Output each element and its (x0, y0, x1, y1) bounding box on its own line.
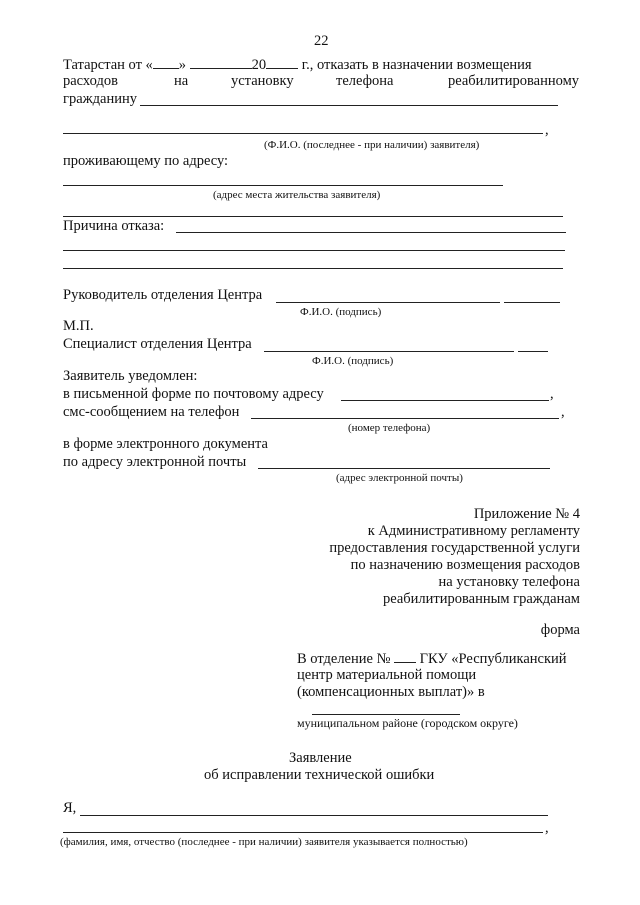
head-sign-line (504, 302, 560, 303)
year-blank (266, 55, 298, 69)
head-line-2-w4: реабилитированному (448, 73, 580, 89)
head-line-1-c: 20 (251, 57, 267, 73)
addressee-line-4: муниципальном районе (городском округе) (297, 716, 518, 730)
ya-label: Я, (63, 800, 77, 816)
district-line (312, 714, 460, 715)
spec-fio-caption: Ф.И.О. (подпись) (312, 355, 394, 367)
appendix-line-5: на установку телефона (438, 574, 580, 590)
notified-label: Заявитель уведомлен: (63, 368, 198, 384)
refusal-line-3 (63, 268, 563, 269)
fullname-caption: (фамилия, имя, отчество (последнее - при наличии) заявителя указывается полностью) (60, 836, 468, 848)
stamp-label: М.П. (63, 318, 94, 334)
fio-line (63, 133, 543, 134)
addressee-line-1-a: В отделение № (297, 651, 391, 667)
address-line-2 (63, 216, 563, 217)
citizen-line (140, 105, 558, 106)
appendix-line-6: реабилитированным гражданам (382, 591, 580, 607)
electronic-label-1: в форме электронного документа (63, 436, 268, 452)
appendix-line-4: по назначению возмещения расходов (350, 557, 580, 573)
sms-comma: , (561, 404, 565, 420)
refusal-line-2 (63, 250, 565, 251)
residing-label: проживающему по адресу: (63, 153, 229, 169)
spec-sign-line (518, 351, 548, 352)
statement-subtitle: об исправлении технической ошибки (204, 767, 435, 783)
head-line-1 (63, 55, 532, 74)
addressee-line-1 (297, 649, 567, 668)
addressee-line-3: (компенсационных выплат)» в (297, 684, 485, 700)
electronic-label-2: по адресу электронной почты (63, 454, 247, 470)
addressee-line-1-b: ГКУ «Республиканский (419, 651, 567, 667)
dept-number-blank (394, 649, 416, 663)
spec-fio-line (264, 351, 514, 352)
statement-title: Заявление (289, 750, 352, 766)
email-line (258, 468, 550, 469)
month-blank (190, 55, 252, 69)
email-caption: (адрес электронной почты) (336, 472, 463, 484)
sms-line (251, 418, 559, 419)
address-caption: (адрес места жительства заявителя) (213, 189, 381, 201)
head-fio-caption: Ф.И.О. (подпись) (300, 306, 382, 318)
head-line-3: гражданину (63, 91, 137, 107)
fio-comma: , (545, 122, 549, 138)
by-post-label: в письменной форме по почтовому адресу (63, 386, 324, 402)
fullname-comma: , (545, 820, 549, 836)
head-line-1-b: » (178, 57, 187, 73)
refusal-line-1 (176, 232, 566, 233)
form-label: форма (540, 622, 580, 638)
fullname-line (63, 832, 543, 833)
phone-caption: (номер телефона) (348, 422, 431, 434)
fio-caption: (Ф.И.О. (последнее - при наличии) заявителя) (264, 139, 480, 151)
refusal-label: Причина отказа: (63, 218, 165, 234)
head-line-1-d: г., отказать в назначении возмещения (301, 57, 532, 73)
head-of-dept-label: Руководитель отделения Центра (63, 287, 263, 303)
head-line-1-a: Татарстан от « (63, 57, 153, 73)
day-blank (153, 55, 179, 69)
post-line (341, 400, 549, 401)
head-line-2-w1: на (174, 73, 189, 89)
head-fio-line (276, 302, 500, 303)
post-comma: , (550, 386, 554, 402)
head-line-2-w3: телефона (336, 73, 394, 89)
page-number: 22 (314, 33, 329, 49)
by-sms-label: смс-сообщением на телефон (63, 404, 240, 420)
address-line (63, 185, 503, 186)
appendix-line-1: Приложение № 4 (473, 506, 580, 522)
head-line-2-w2: установку (231, 73, 294, 89)
ya-line (80, 815, 548, 816)
appendix-line-3: предоставления государственной услуги (329, 540, 580, 556)
specialist-label: Специалист отделения Центра (63, 336, 252, 352)
head-line-2-w0: расходов (63, 73, 118, 89)
appendix-line-2: к Административному регламенту (367, 523, 580, 539)
addressee-line-2: центр материальной помощи (297, 667, 477, 683)
